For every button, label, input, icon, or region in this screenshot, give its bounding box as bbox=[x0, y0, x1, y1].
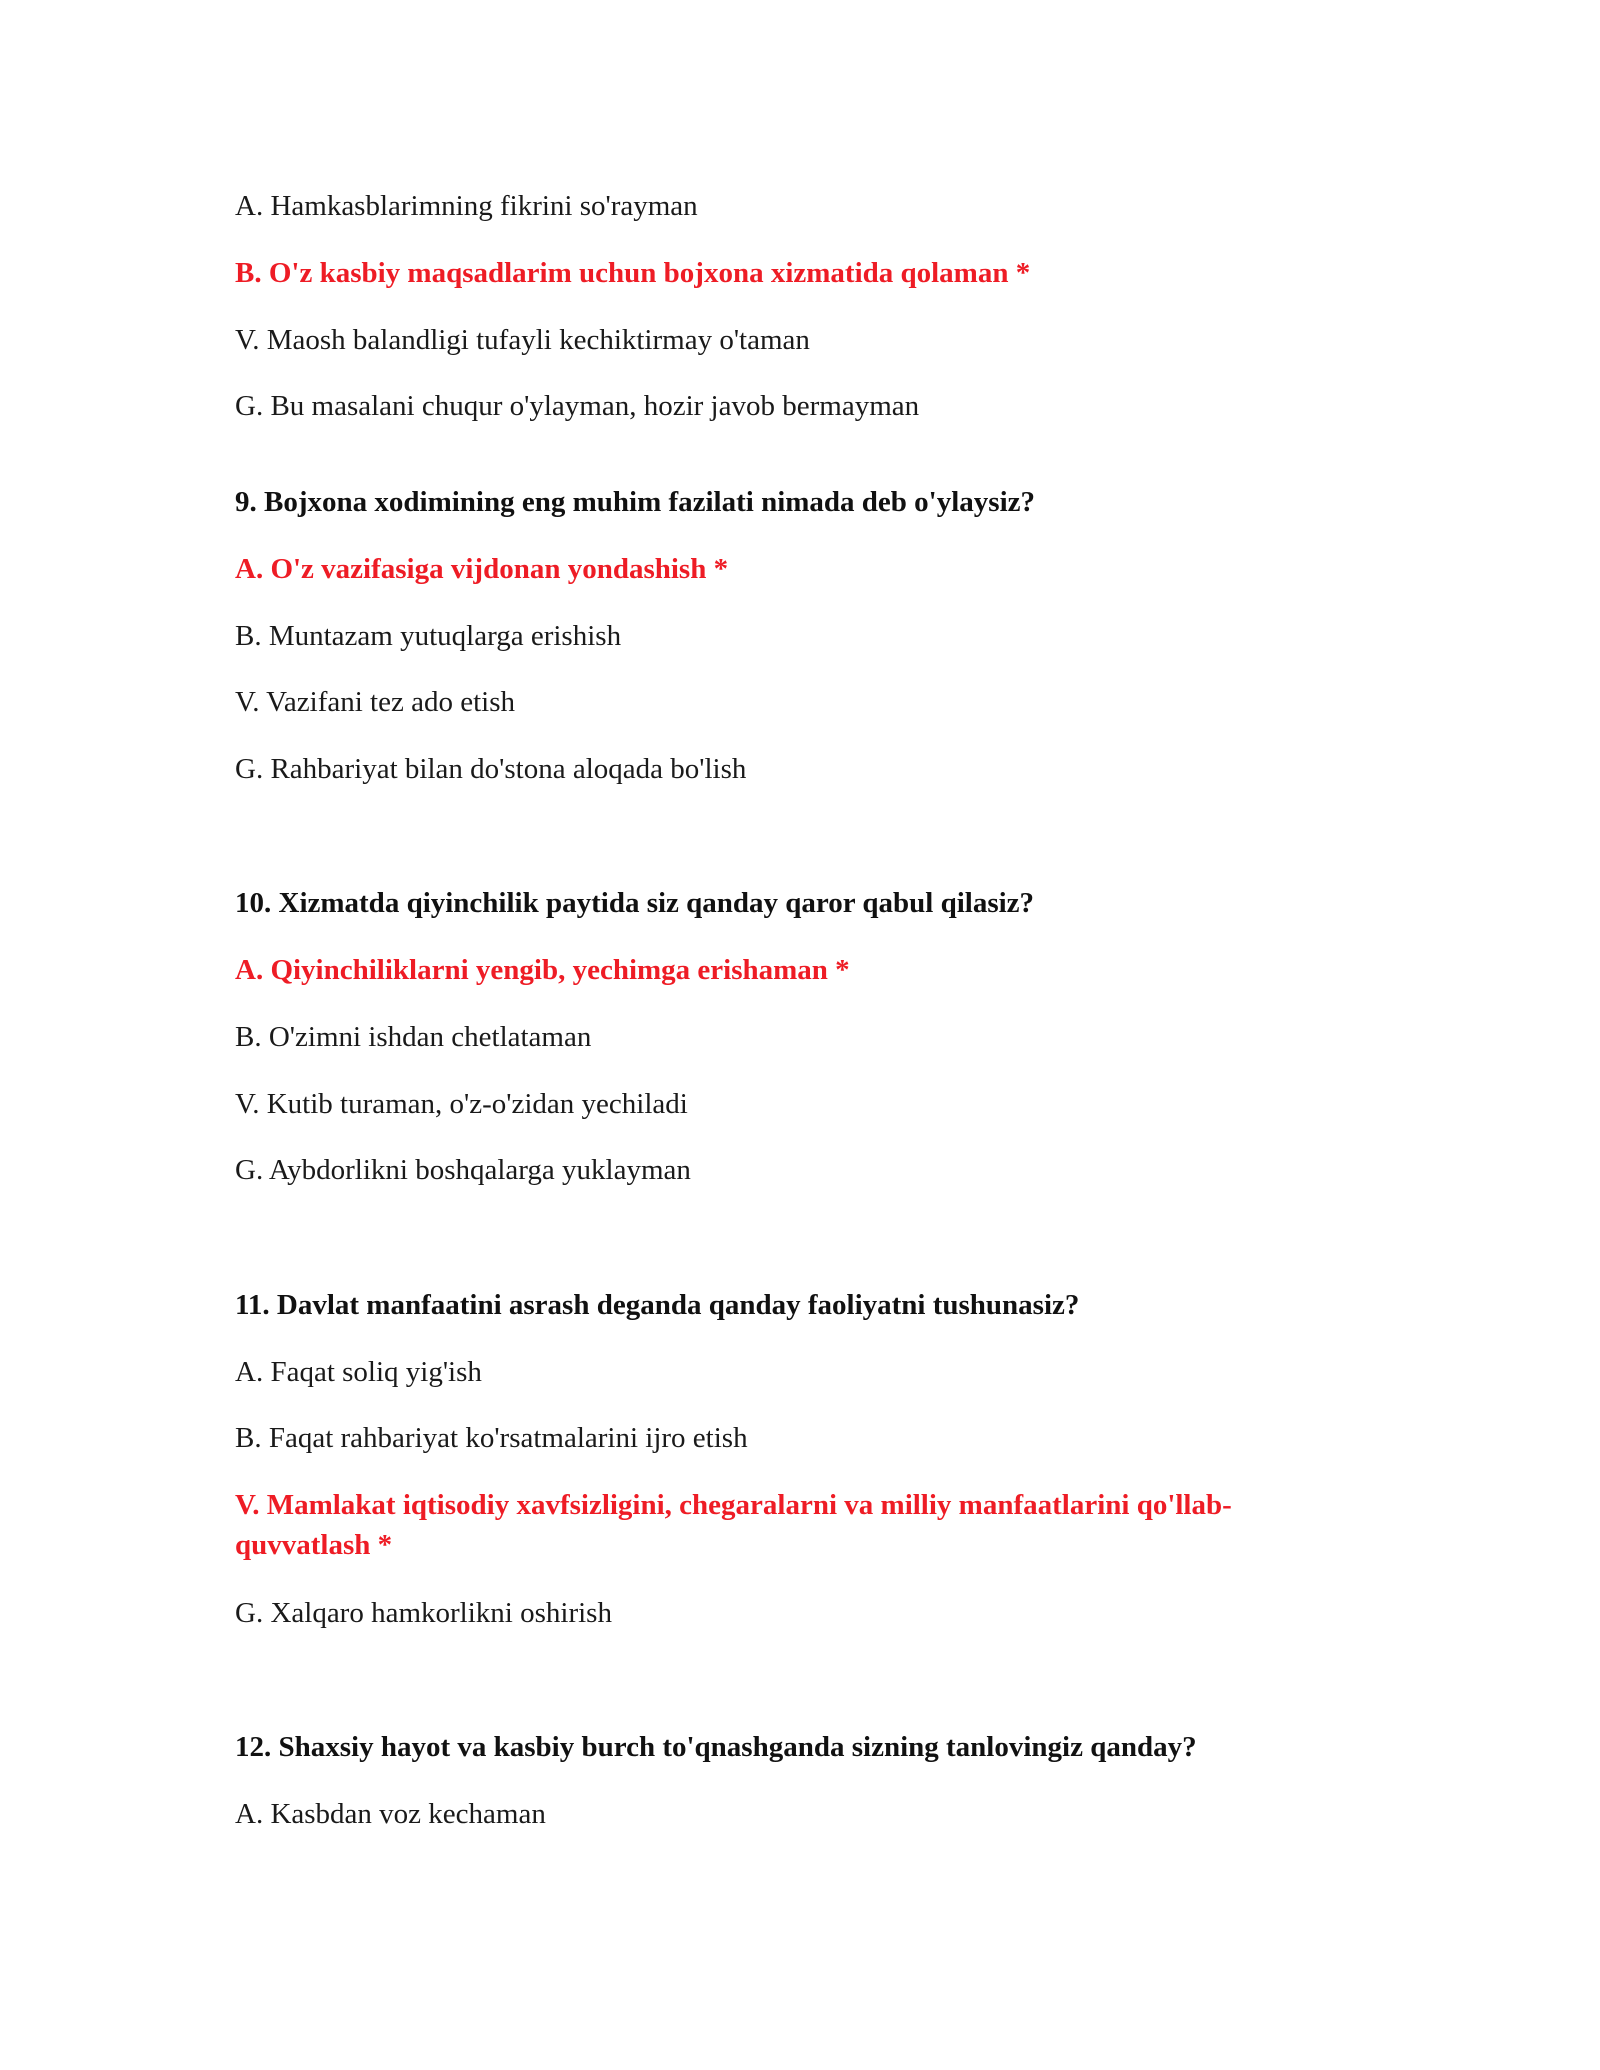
option-b-correct: B. O'z kasbiy maqsadlarim uchun bojxona xizmatida qolaman * bbox=[235, 257, 1031, 289]
q10-option-b: B. O'zimni ishdan chetlataman bbox=[235, 1021, 592, 1053]
q10-option-g: G. Aybdorlikni boshqalarga yuklayman bbox=[235, 1154, 691, 1186]
q12-option-a: A. Kasbdan voz kechaman bbox=[235, 1798, 546, 1830]
q10-option-a-correct: A. Qiyinchiliklarni yengib, yechimga erishaman * bbox=[235, 954, 850, 986]
q9-option-a-correct: A. O'z vazifasiga vijdonan yondashish * bbox=[235, 553, 729, 585]
question-9: 9. Bojxona xodimining eng muhim fazilati nimada deb o'ylaysiz? bbox=[235, 486, 1036, 518]
question-10: 10. Xizmatda qiyinchilik paytida siz qanday qaror qabul qilasiz? bbox=[235, 887, 1035, 919]
question-12: 12. Shaxsiy hayot va kasbiy burch to'qnashganda sizning tanlovingiz qanday? bbox=[235, 1731, 1197, 1763]
q9-option-v: V. Vazifani tez ado etish bbox=[235, 686, 515, 718]
q11-option-g: G. Xalqaro hamkorlikni oshirish bbox=[235, 1597, 612, 1629]
q11-option-a: A. Faqat soliq yig'ish bbox=[235, 1356, 482, 1388]
q9-option-b: B. Muntazam yutuqlarga erishish bbox=[235, 620, 622, 652]
option-g: G. Bu masalani chuqur o'ylayman, hozir javob bermayman bbox=[235, 390, 920, 422]
q10-option-v: V. Kutib turaman, o'z-o'zidan yechiladi bbox=[235, 1088, 688, 1120]
option-a: A. Hamkasblarimning fikrini so'rayman bbox=[235, 190, 698, 222]
question-11: 11. Davlat manfaatini asrash deganda qanday faoliyatni tushunasiz? bbox=[235, 1289, 1080, 1321]
q11-option-v-correct: V. Mamlakat iqtisodiy xavfsizligini, chegaralarni va milliy manfaatlarini qo'llab-quvvatlash * bbox=[235, 1489, 1232, 1561]
option-v: V. Maosh balandligi tufayli kechiktirmay o'taman bbox=[235, 324, 810, 356]
q9-option-g: G. Rahbariyat bilan do'stona aloqada bo'lish bbox=[235, 753, 747, 785]
q11-option-b: B. Faqat rahbariyat ko'rsatmalarini ijro etish bbox=[235, 1422, 748, 1454]
